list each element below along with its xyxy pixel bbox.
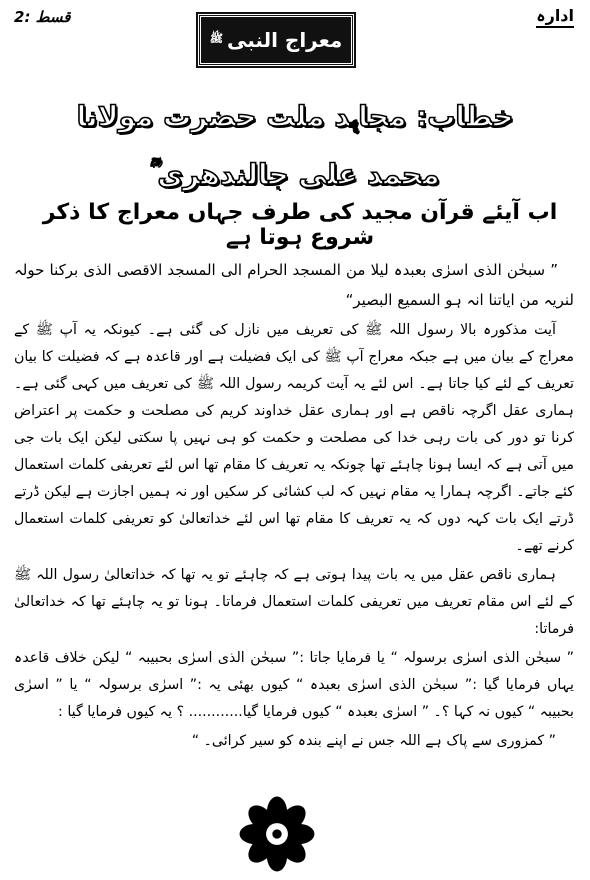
paragraph-reasoning: ہماری ناقص عقل میں یہ بات پیدا ہوتی ہے کہ چاہئے تو یہ تھا کہ خداتعالیٰ رسول اللہ ﷺ کے لئے اس مقام تعریف میں تعریفی کلمات استعمال فرماتا۔ ہونا تو یہ چاہئے تھا کہ خداتعالیٰ فرماتا: bbox=[14, 567, 574, 637]
department-label: ادارہ bbox=[536, 6, 574, 28]
article-body bbox=[14, 255, 574, 757]
article-title: معراج النبی bbox=[227, 28, 343, 52]
paragraph-wording-question: ” سبحٰن الذی اسرٰی برسولہ “ یا فرمایا جاتا :” سبحٰن الذی اسرٰی بحبیبہ “ لیکن خلاف قاعدہ یہاں فرمایا گیا :” سبحٰن الذی اسرٰی بعبدہ “ کیوں بھئی یہ :” اسرٰی برسولہ “ یا ” اسرٰی بحبیبہ “ کیوں نہ کہا ؟۔ ” اسرٰی بعبدہ “ کیوں فرمایا گیا............ ؟ یہ کیوں فرمایا گیا : bbox=[14, 650, 574, 720]
paragraph-translation: ” کمزوری سے پاک ہے اللہ جس نے اپنے بندہ کو سیر کرائی۔ “ bbox=[191, 733, 556, 749]
article-title-banner bbox=[198, 14, 354, 66]
speaker-text: خطاب: مجاہد ملت حضرت مولانا محمد علی جالندھری bbox=[76, 100, 514, 191]
flower-ornament-icon bbox=[238, 795, 316, 873]
quran-verse: ” سبحٰن الذی اسرٰی بعبدہ لیلا من المسجد الحرام الی المسجد الاقصی الذی برکنا حولہ لنریہ من ایاتنا انہ ہو السمیع البصیر“ bbox=[14, 261, 574, 309]
salutation-mark: ﷺ bbox=[209, 32, 224, 45]
paragraph-commentary: آیت مذکورہ بالا رسول اللہ ﷺ کی تعریف میں نازل کی گئی ہے۔ کیونکہ یہ آپ ﷺ کے معراج کے بیان میں ہے جبکہ معراج آپ ﷺ کی ایک فضیلت ہے اور قاعدہ ہے کہ فضیلت کا بیان تعریف کے لئے کیا جاتا ہے۔ اس لئے یہ آیت کریمہ رسول اللہ ﷺ کی تعریف میں کہی گئی ہے۔ ہماری عقل اگرچہ ناقص ہے اور ہماری عقل خداوند کریم کی مصلحت و حکمت پر اعتراض کرنا تو دور کی بات رہی خدا کی مصلحت و حکمت کو ہی نہیں پا سکتی لیکن ایک بات جی میں آتی ہے کہ ایسا ہونا چاہئے تھا چونکہ یہ تعریف کا مقام تھا اس لئے تعریفی کلمات استعمال کئے جاتے۔ اگرچہ ہمارا یہ مقام نہیں کہ لب کشائی کر سکیں اور نہ ہمیں اجازت ہے لیکن ڈرتے ڈرتے ایک بات کہہ دوں کہ یہ تعریف کا مقام تھا اس لئے خداتعالیٰ کو تعریفی کلمات استعمال کرنے تھے۔ bbox=[14, 322, 574, 554]
section-subheading: اب آیئے قرآن مجید کی طرف جہاں معراج کا ذکر شروع ہوتا ہے bbox=[42, 200, 558, 250]
installment-label: قسط :2 bbox=[14, 8, 71, 26]
speaker-heading bbox=[40, 88, 550, 191]
